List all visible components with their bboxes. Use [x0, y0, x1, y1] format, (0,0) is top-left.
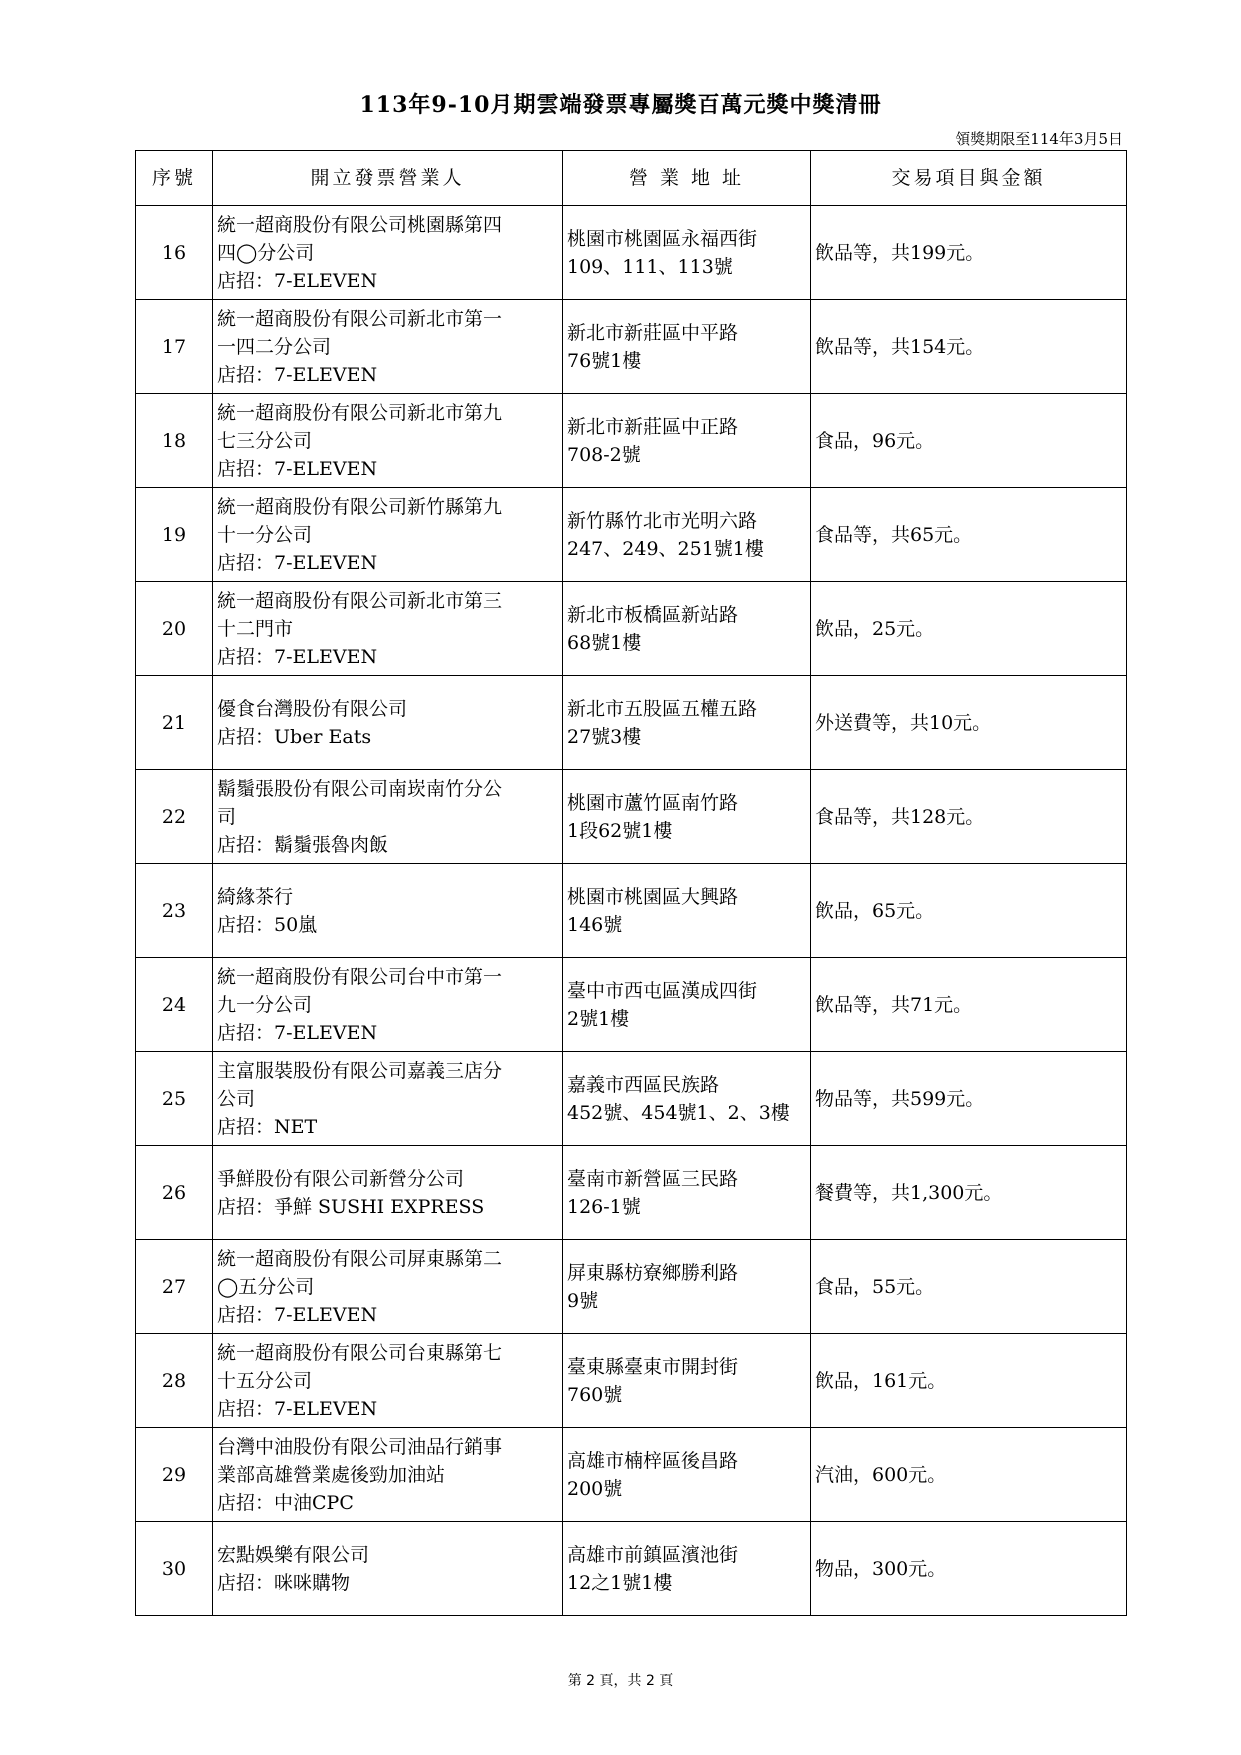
- merchant-line: 店招：7-ELEVEN: [217, 1397, 378, 1420]
- row-number: 21: [136, 676, 213, 770]
- address-line: 高雄市前鎮區濱池街: [567, 1543, 739, 1566]
- row-number: 22: [136, 770, 213, 864]
- merchant-cell: [213, 770, 563, 864]
- row-number: 18: [136, 394, 213, 488]
- merchant-line: 店招：中油CPC: [217, 1491, 354, 1514]
- merchant-line: 司: [217, 805, 237, 828]
- merchant-line: 優食台灣股份有限公司: [217, 697, 408, 720]
- row-number: 25: [136, 1052, 213, 1146]
- address-line: 1段62號1樓: [567, 819, 673, 842]
- address-cell: [563, 300, 811, 394]
- item-amount-cell: 物品，300元。: [811, 1522, 1127, 1616]
- table-header-row: [136, 151, 1127, 206]
- row-number: 17: [136, 300, 213, 394]
- page-footer: 第 2 頁，共 2 頁: [567, 1673, 674, 1689]
- merchant-line: 爭鮮股份有限公司新營分公司: [217, 1167, 465, 1190]
- merchant-cell: [213, 1522, 563, 1616]
- item-amount-cell: 飲品，25元。: [811, 582, 1127, 676]
- merchant-cell: [213, 1146, 563, 1240]
- address-line: 嘉義市西區民族路: [567, 1073, 720, 1096]
- table-body: [136, 206, 1127, 1616]
- table-row: [136, 1240, 1127, 1334]
- address-line: 新北市新莊區中正路: [567, 415, 739, 438]
- item-amount-cell: 物品等，共599元。: [811, 1052, 1127, 1146]
- table-row: [136, 394, 1127, 488]
- merchant-line: 店招：NET: [217, 1115, 318, 1138]
- address-cell: [563, 394, 811, 488]
- address-line: 27號3樓: [567, 725, 642, 748]
- address-line: 桃園市桃園區大興路: [567, 885, 739, 908]
- table-row: [136, 300, 1127, 394]
- address-cell: [563, 1428, 811, 1522]
- address-cell: [563, 770, 811, 864]
- address-line: 新北市新莊區中平路: [567, 321, 739, 344]
- merchant-cell: [213, 300, 563, 394]
- address-cell: [563, 206, 811, 300]
- merchant-cell: [213, 488, 563, 582]
- merchant-line: 店招：7-ELEVEN: [217, 363, 378, 386]
- address-line: 12之1號1樓: [567, 1571, 673, 1594]
- merchant-cell: [213, 1428, 563, 1522]
- merchant-cell: [213, 676, 563, 770]
- merchant-cell: [213, 864, 563, 958]
- merchant-line: 宏點娛樂有限公司: [217, 1543, 370, 1566]
- merchant-line: 店招：7-ELEVEN: [217, 269, 378, 292]
- merchant-line: 十二門市: [217, 617, 294, 640]
- merchant-line: 七三分公司: [217, 429, 313, 452]
- item-amount-cell: 飲品等，共154元。: [811, 300, 1127, 394]
- merchant-line: 店招：Uber Eats: [217, 725, 372, 748]
- address-line: 新北市板橋區新站路: [567, 603, 739, 626]
- item-amount-cell: 食品等，共65元。: [811, 488, 1127, 582]
- row-number: 28: [136, 1334, 213, 1428]
- row-number: 20: [136, 582, 213, 676]
- table-row: [136, 1428, 1127, 1522]
- table-row: [136, 1052, 1127, 1146]
- item-amount-cell: 食品，55元。: [811, 1240, 1127, 1334]
- item-amount-cell: 飲品等，共199元。: [811, 206, 1127, 300]
- item-amount-cell: 食品，96元。: [811, 394, 1127, 488]
- address-cell: [563, 582, 811, 676]
- merchant-line: 九一分公司: [217, 993, 313, 1016]
- address-line: 247、249、251號1樓: [567, 537, 764, 560]
- address-cell: [563, 488, 811, 582]
- item-amount-cell: 飲品，65元。: [811, 864, 1127, 958]
- merchant-line: 公司: [217, 1087, 256, 1110]
- address-cell: [563, 958, 811, 1052]
- address-line: 452號、454號1、2、3樓: [567, 1101, 790, 1124]
- address-line: 桃園市桃園區永福西街: [567, 227, 758, 250]
- address-line: 臺東縣臺東市開封街: [567, 1355, 739, 1378]
- merchant-line: 店招：7-ELEVEN: [217, 645, 378, 668]
- merchant-line: 鬍鬚張股份有限公司南崁南竹分公: [217, 777, 503, 800]
- address-line: 76號1樓: [567, 349, 642, 372]
- merchant-line: 十五分公司: [217, 1369, 313, 1392]
- merchant-line: 店招：50嵐: [217, 913, 318, 936]
- merchant-cell: [213, 394, 563, 488]
- merchant-line: 業部高雄營業處後勁加油站: [217, 1463, 446, 1486]
- table-row: [136, 1146, 1127, 1240]
- row-number: 29: [136, 1428, 213, 1522]
- merchant-cell: [213, 206, 563, 300]
- merchant-cell: [213, 1240, 563, 1334]
- merchant-line: 四◯分公司: [217, 241, 315, 264]
- address-line: 新北市五股區五權五路: [567, 697, 758, 720]
- merchant-cell: [213, 582, 563, 676]
- merchant-line: 店招：鬍鬚張魯肉飯: [217, 833, 389, 856]
- row-number: 26: [136, 1146, 213, 1240]
- merchant-line: 統一超商股份有限公司新北市第九: [217, 401, 503, 424]
- merchant-line: 統一超商股份有限公司台東縣第七: [217, 1341, 503, 1364]
- row-number: 30: [136, 1522, 213, 1616]
- address-line: 109、111、113號: [567, 255, 733, 278]
- address-cell: [563, 1240, 811, 1334]
- table-row: [136, 676, 1127, 770]
- merchant-line: 店招：爭鮮 SUSHI EXPRESS: [217, 1195, 485, 1218]
- row-number: 19: [136, 488, 213, 582]
- address-line: 屏東縣枋寮鄉勝利路: [567, 1261, 739, 1284]
- address-cell: [563, 864, 811, 958]
- address-cell: [563, 1146, 811, 1240]
- merchant-line: 店招：7-ELEVEN: [217, 1021, 378, 1044]
- merchant-cell: [213, 958, 563, 1052]
- merchant-line: 主富服裝股份有限公司嘉義三店分: [217, 1059, 503, 1082]
- merchant-line: 店招：7-ELEVEN: [217, 1303, 378, 1326]
- table-row: [136, 770, 1127, 864]
- address-line: 760號: [567, 1383, 623, 1406]
- claim-deadline: 領獎期限至114年3月5日: [955, 130, 1123, 148]
- table-row: [136, 1334, 1127, 1428]
- merchant-line: ◯五分公司: [217, 1275, 315, 1298]
- table-row: [136, 582, 1127, 676]
- merchant-line: 統一超商股份有限公司屏東縣第二: [217, 1247, 503, 1270]
- address-line: 桃園市蘆竹區南竹路: [567, 791, 739, 814]
- header-merchant: 開立發票營業人: [213, 151, 563, 206]
- address-line: 68號1樓: [567, 631, 642, 654]
- item-amount-cell: 食品等，共128元。: [811, 770, 1127, 864]
- item-amount-cell: 外送費等，共10元。: [811, 676, 1127, 770]
- address-cell: [563, 1052, 811, 1146]
- merchant-line: 十一分公司: [217, 523, 313, 546]
- address-line: 臺南市新營區三民路: [567, 1167, 739, 1190]
- merchant-cell: [213, 1052, 563, 1146]
- item-amount-cell: 飲品等，共71元。: [811, 958, 1127, 1052]
- table-row: [136, 206, 1127, 300]
- merchant-cell: [213, 1334, 563, 1428]
- address-cell: [563, 676, 811, 770]
- header-number: 序號: [136, 151, 213, 206]
- address-line: 臺中市西屯區漢成四街: [567, 979, 758, 1002]
- merchant-line: 店招：咪咪購物: [217, 1571, 351, 1594]
- merchant-line: 統一超商股份有限公司台中市第一: [217, 965, 503, 988]
- row-number: 23: [136, 864, 213, 958]
- merchant-line: 綺緣茶行: [217, 885, 294, 908]
- merchant-line: 一四二分公司: [217, 335, 332, 358]
- merchant-line: 統一超商股份有限公司新北市第三: [217, 589, 503, 612]
- table-row: [136, 1522, 1127, 1616]
- address-line: 2號1樓: [567, 1007, 630, 1030]
- item-amount-cell: 餐費等，共1,300元。: [811, 1146, 1127, 1240]
- address-line: 高雄市楠梓區後昌路: [567, 1449, 739, 1472]
- address-line: 708-2號: [567, 443, 641, 466]
- address-line: 新竹縣竹北市光明六路: [567, 509, 758, 532]
- address-line: 200號: [567, 1477, 623, 1500]
- address-line: 9號: [567, 1289, 599, 1312]
- item-amount-cell: 汽油，600元。: [811, 1428, 1127, 1522]
- merchant-line: 統一超商股份有限公司新北市第一: [217, 307, 503, 330]
- row-number: 24: [136, 958, 213, 1052]
- page-title: 113年9-10月期雲端發票專屬獎百萬元獎中獎清冊: [359, 92, 882, 118]
- header-item-amount: 交易項目與金額: [811, 151, 1127, 206]
- merchant-line: 台灣中油股份有限公司油品行銷事: [217, 1435, 503, 1458]
- header-address: 營 業 地 址: [563, 151, 811, 206]
- item-amount-cell: 飲品，161元。: [811, 1334, 1127, 1428]
- row-number: 16: [136, 206, 213, 300]
- merchant-line: 店招：7-ELEVEN: [217, 551, 378, 574]
- merchant-line: 統一超商股份有限公司桃園縣第四: [217, 213, 503, 236]
- address-cell: [563, 1334, 811, 1428]
- row-number: 27: [136, 1240, 213, 1334]
- merchant-line: 店招：7-ELEVEN: [217, 457, 378, 480]
- address-line: 146號: [567, 913, 623, 936]
- merchant-line: 統一超商股份有限公司新竹縣第九: [217, 495, 503, 518]
- address-line: 126-1號: [567, 1195, 641, 1218]
- address-cell: [563, 1522, 811, 1616]
- table-row: [136, 864, 1127, 958]
- table-row: [136, 958, 1127, 1052]
- winners-table: [135, 150, 1127, 1616]
- table-row: [136, 488, 1127, 582]
